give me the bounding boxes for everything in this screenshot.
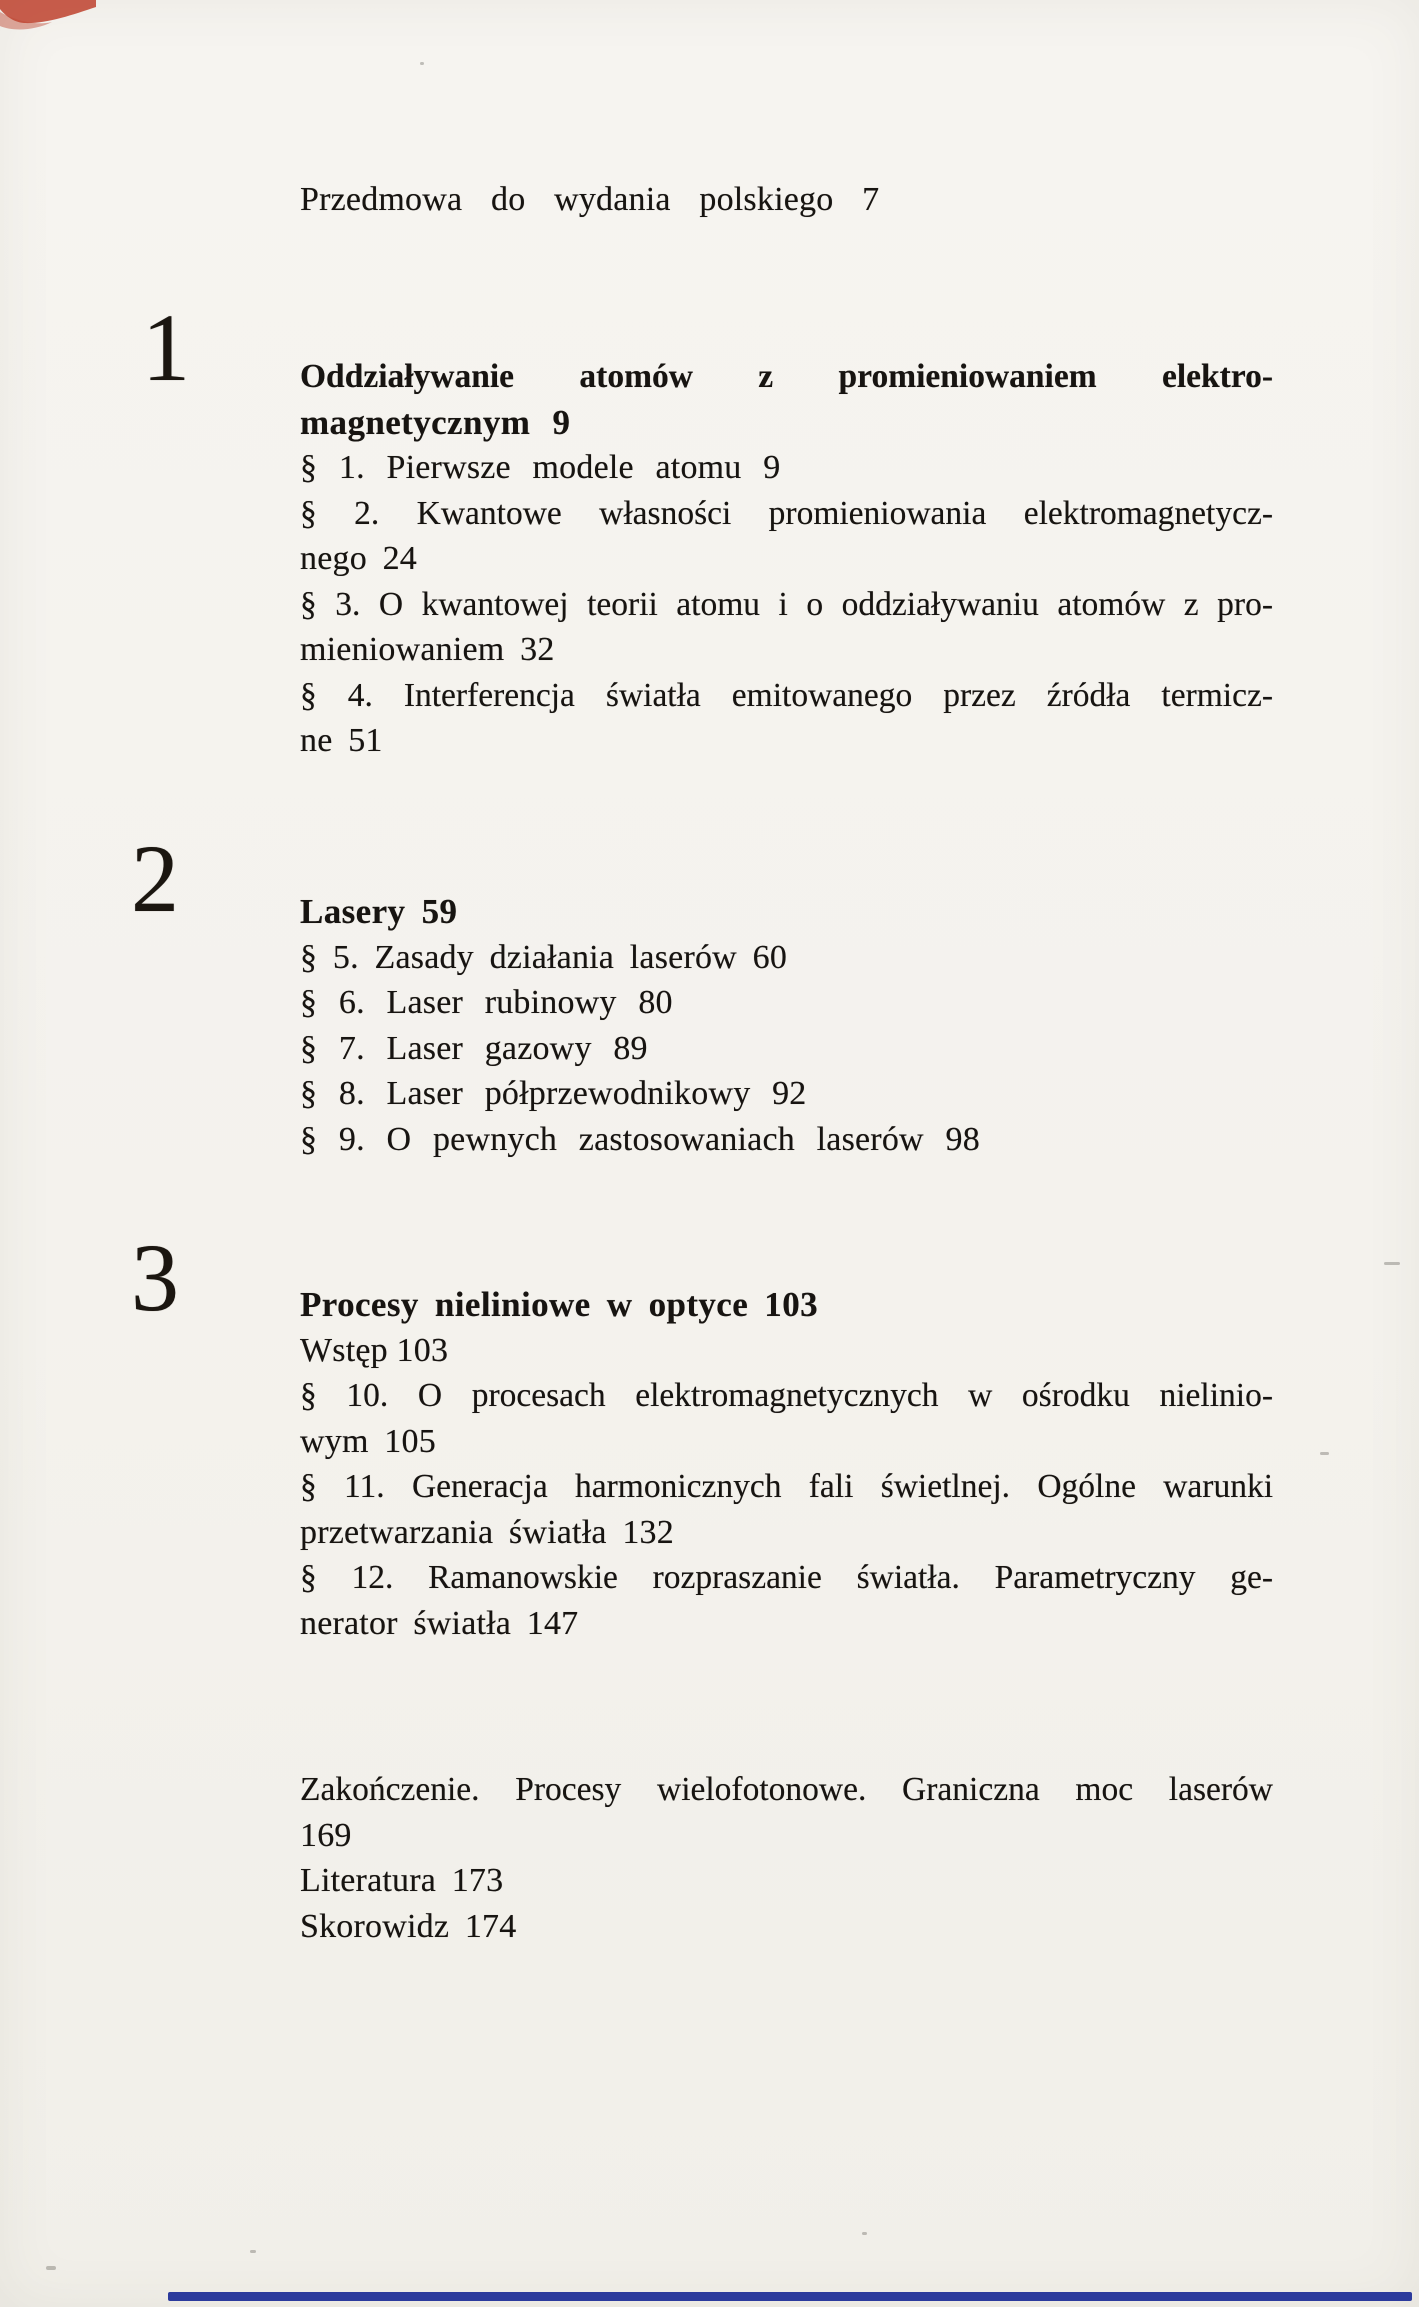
chapter-3-title-line: Procesy nieliniowe w optyce 103 <box>300 1285 819 1324</box>
continuation-line: wym 105 <box>300 1422 436 1460</box>
section-entry: § 1. Pierwsze modele atomu 9 <box>300 449 781 486</box>
chapter-1-number: 1 <box>142 294 190 401</box>
closing-entry: Zakończenie. Procesy wielofotonowe. Graniczna moc laserów <box>300 1771 1273 1808</box>
scan-speck <box>250 2250 256 2253</box>
chapter-2-block <box>300 889 1320 1162</box>
section-entry: § 7. Laser gazowy 89 <box>300 1029 648 1067</box>
chapter-3-number: 3 <box>131 1224 179 1331</box>
continuation-line: 169 <box>300 1816 352 1854</box>
bottom-blue-rule <box>168 2292 1412 2301</box>
chapter-3-block <box>300 1282 1320 1646</box>
section-entry: § 10. O procesach elektromagnetycznych w ośrodku nielinio- <box>300 1377 1273 1414</box>
section-entry: § 5. Zasady działania laserów 60 <box>300 938 788 976</box>
continuation-line: przetwarzania światła 132 <box>300 1513 674 1551</box>
section-entry: § 6. Laser rubinowy 80 <box>300 984 673 1021</box>
closing-entry: Literatura 173 <box>300 1862 504 1899</box>
continuation-line: nerator światła 147 <box>300 1604 579 1642</box>
scan-speck <box>1384 1262 1400 1265</box>
section-entry: § 11. Generacja harmonicznych fali świetlnej. Ogólne warunki <box>300 1468 1273 1505</box>
section-entry: § 9. O pewnych zastosowaniach laserów 98 <box>300 1120 980 1158</box>
chapter-2-title-line: Lasery 59 <box>300 892 458 931</box>
scan-speck <box>1320 1452 1329 1455</box>
chapter-1-title-line: Oddziaływanie atomów z promieniowaniem elektro- <box>300 358 1273 395</box>
section-entry: § 4. Interferencja światła emitowanego przez źródła termicz- <box>300 676 1273 714</box>
section-entry: Wstęp 103 <box>300 1331 449 1369</box>
scan-speck <box>46 2266 56 2270</box>
preface-entry: Przedmowa do wydania polskiego 7 <box>300 181 880 218</box>
scan-speck <box>862 2232 867 2235</box>
chapter-2-number: 2 <box>131 825 179 932</box>
closing-entry: Skorowidz 174 <box>300 1907 517 1945</box>
red-corner-mark-icon <box>0 0 96 42</box>
section-entry: § 3. O kwantowej teorii atomu i o oddziaływaniu atomów z pro- <box>300 585 1273 623</box>
section-entry: § 8. Laser półprzewodnikowy 92 <box>300 1075 807 1112</box>
chapter-1-block <box>300 354 1320 764</box>
continuation-line: ne 51 <box>300 722 383 759</box>
section-entry: § 12. Ramanowskie rozpraszanie światła. Parametryczny ge- <box>300 1559 1273 1596</box>
scan-speck <box>420 62 424 65</box>
chapter-1-title-line: magnetycznym 9 <box>300 402 571 442</box>
continuation-line: nego 24 <box>300 540 417 577</box>
continuation-line: mieniowaniem 32 <box>300 631 555 668</box>
closing-block <box>300 1767 1320 1949</box>
section-entry: § 2. Kwantowe własności promieniowania elektromagnetycz- <box>300 494 1273 532</box>
